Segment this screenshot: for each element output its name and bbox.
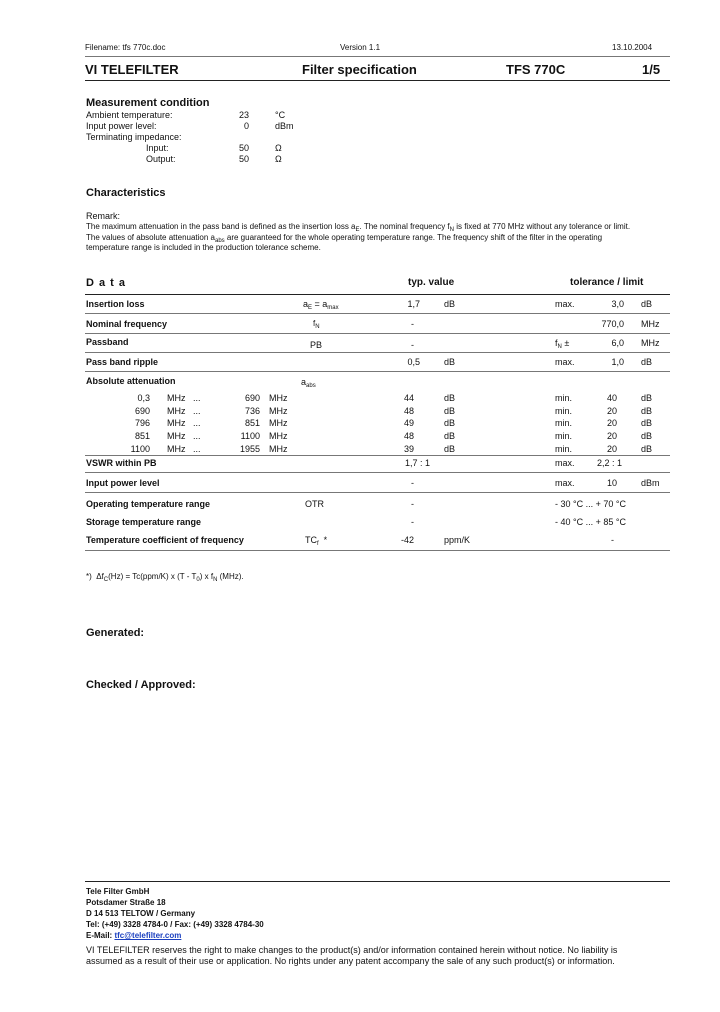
atten-symbol: $a_{abs}$ bbox=[301, 377, 316, 389]
power-value: 0 bbox=[243, 121, 249, 131]
output-label: Output: bbox=[146, 154, 176, 164]
footer-company: Tele Filter GmbH bbox=[86, 887, 150, 896]
atten-typ: 49 bbox=[403, 418, 414, 429]
atten-u2: MHz bbox=[269, 393, 288, 403]
row-lim-val: 10 bbox=[606, 478, 617, 488]
atten-lim-kind: min. bbox=[555, 393, 573, 403]
approved-label: Checked / Approved: bbox=[86, 679, 196, 691]
row-symbol: $TC_f$ * bbox=[305, 535, 328, 547]
row-rule bbox=[85, 492, 670, 493]
output-unit: Ω bbox=[275, 154, 282, 164]
row-lim-unit: dBm bbox=[641, 478, 660, 488]
row-lim-range: - 30 °C ... + 70 °C bbox=[555, 499, 626, 509]
row-symbol: OTR bbox=[305, 499, 324, 509]
remark-label: Remark: bbox=[86, 211, 121, 221]
row-lim-unit: MHz bbox=[641, 319, 660, 329]
footer-rule bbox=[85, 881, 670, 882]
row-lim-kind: max. bbox=[555, 458, 575, 468]
atten-u1: MHz bbox=[167, 443, 186, 454]
atten-typ-unit: dB bbox=[444, 431, 456, 442]
row-typ: - bbox=[411, 319, 414, 329]
remark-line-3: temperature range is included in the production tolerance scheme. bbox=[86, 243, 321, 252]
row-symbol: $a_E = a_{max}$ bbox=[303, 299, 339, 311]
row-lim-val: 770,0 bbox=[601, 319, 624, 329]
row-lim-range: - 40 °C ... + 85 °C bbox=[555, 517, 626, 527]
atten-dots: ... bbox=[193, 405, 201, 416]
row-lim-kind: max. bbox=[555, 478, 575, 488]
atten-u2: MHz bbox=[269, 431, 288, 442]
atten-lim-val: 20 bbox=[606, 443, 617, 454]
footnote: *) $\Delta f_C(Hz) = Tc(ppm/K)$ x $(T - T_0)$ x $f_N$ (MHz). bbox=[86, 572, 244, 583]
row-label: Temperature coefficient of frequency bbox=[86, 535, 244, 545]
atten-lim-kind: min. bbox=[555, 418, 573, 429]
atten-u2: MHz bbox=[269, 443, 288, 454]
characteristics-heading: Characteristics bbox=[86, 187, 166, 199]
row-typ: 1,7 : 1 bbox=[405, 458, 431, 468]
row-typ: -42 bbox=[400, 535, 414, 545]
row-lim-val: 1,0 bbox=[611, 357, 624, 367]
filename: Filename: tfs 770c.doc bbox=[85, 43, 166, 52]
remark-line-1: The maximum attenuation in the pass band is defined as the insertion loss $a_E$. The nominal frequency $f_N$ is fixed at 770 MHz without any tolerance or limit. bbox=[86, 222, 631, 233]
atten-f1: 851 bbox=[134, 431, 150, 442]
row-rule bbox=[85, 550, 670, 551]
atten-typ-unit: dB bbox=[444, 418, 456, 429]
measurement-heading: Measurement condition bbox=[86, 97, 210, 109]
row-lim-kind: max. bbox=[555, 357, 575, 367]
atten-f1: 796 bbox=[134, 418, 150, 429]
row-rule bbox=[85, 455, 670, 456]
row-typ: 0,5 bbox=[407, 357, 420, 367]
ambient-unit: °C bbox=[275, 110, 286, 120]
row-rule bbox=[85, 371, 670, 372]
atten-lim-val: 40 bbox=[606, 393, 617, 403]
row-rule bbox=[85, 352, 670, 353]
atten-lim-unit: dB bbox=[641, 443, 653, 454]
footer-street: Potsdamer Straße 18 bbox=[86, 898, 166, 907]
atten-f2: 1955 bbox=[239, 443, 260, 454]
atten-typ: 39 bbox=[403, 443, 414, 454]
atten-dots: ... bbox=[193, 443, 201, 454]
version: Version 1.1 bbox=[340, 43, 381, 52]
page-number: 1/5 bbox=[642, 62, 661, 77]
row-label: Insertion loss bbox=[86, 299, 145, 309]
row-label: VSWR within PB bbox=[86, 458, 157, 468]
row-typ: - bbox=[411, 499, 414, 509]
atten-lim-kind: min. bbox=[555, 431, 573, 442]
footer-email: E-Mail: tfc@telefilter.com bbox=[86, 931, 182, 940]
part-number: TFS 770C bbox=[506, 62, 566, 77]
atten-lim-kind: min. bbox=[555, 443, 573, 454]
row-typ-unit: dB bbox=[444, 299, 456, 309]
company-logo: VI TELEFILTER bbox=[85, 62, 179, 77]
atten-u1: MHz bbox=[167, 431, 186, 442]
header-rule-top bbox=[85, 56, 670, 57]
atten-typ-unit: dB bbox=[444, 405, 456, 416]
doc-title: Filter specification bbox=[302, 62, 417, 77]
atten-typ-unit: dB bbox=[444, 443, 456, 454]
row-lim-kind: max. bbox=[555, 299, 575, 309]
row-symbol: PB bbox=[310, 340, 323, 350]
atten-label: Absolute attenuation bbox=[86, 376, 176, 386]
row-lim-val: 6,0 bbox=[611, 338, 624, 348]
row-lim-unit: MHz bbox=[641, 338, 660, 348]
term-label: Terminating impedance: bbox=[86, 132, 182, 142]
atten-lim-kind: min. bbox=[555, 405, 573, 416]
row-rule bbox=[85, 333, 670, 334]
atten-u2: MHz bbox=[269, 405, 288, 416]
disclaimer-line-2: assumed as a result of their use or application. No rights under any patent accompany the sale of any such product(s) or information. bbox=[86, 956, 615, 966]
atten-f2: 690 bbox=[244, 393, 260, 403]
atten-lim-unit: dB bbox=[641, 418, 653, 429]
ambient-label: Ambient temperature: bbox=[86, 110, 173, 120]
atten-dots: ... bbox=[193, 431, 201, 442]
col-tol: tolerance / limit bbox=[570, 277, 644, 288]
date: 13.10.2004 bbox=[612, 43, 653, 52]
row-lim-unit: dB bbox=[641, 357, 653, 367]
atten-lim-val: 20 bbox=[606, 405, 617, 416]
power-unit: dBm bbox=[275, 121, 294, 131]
atten-dots: ... bbox=[193, 393, 201, 403]
ambient-value: 23 bbox=[238, 110, 249, 120]
row-lim-unit: dB bbox=[641, 299, 653, 309]
footer-phone: Tel: (+49) 3328 4784-0 / Fax: (+49) 3328 4784-30 bbox=[86, 920, 264, 929]
generated-label: Generated: bbox=[86, 627, 145, 639]
row-typ: 1,7 bbox=[407, 299, 420, 309]
col-typ: typ. value bbox=[408, 277, 455, 288]
atten-lim-unit: dB bbox=[641, 405, 653, 416]
row-lim-kind: $f_N$ ± bbox=[555, 338, 570, 350]
row-lim-val: 3,0 bbox=[611, 299, 624, 309]
row-typ-unit: dB bbox=[444, 357, 456, 367]
table-header-rule bbox=[85, 294, 670, 295]
row-typ-unit: ppm/K bbox=[444, 535, 471, 545]
atten-typ: 48 bbox=[403, 431, 414, 442]
row-typ: - bbox=[411, 340, 414, 350]
atten-u2: MHz bbox=[269, 418, 288, 429]
atten-typ: 44 bbox=[403, 393, 414, 403]
footer-city: D 14 513 TELTOW / Germany bbox=[86, 909, 196, 918]
atten-lim-unit: dB bbox=[641, 431, 653, 442]
row-label: Input power level bbox=[86, 478, 160, 488]
atten-lim-unit: dB bbox=[641, 393, 653, 403]
email-link[interactable]: tfc@telefilter.com bbox=[114, 931, 182, 940]
row-label: Storage temperature range bbox=[86, 517, 202, 527]
row-label: Pass band ripple bbox=[86, 357, 159, 367]
output-value: 50 bbox=[238, 154, 249, 164]
atten-f2: 851 bbox=[244, 418, 260, 429]
atten-lim-val: 20 bbox=[606, 431, 617, 442]
atten-typ-unit: dB bbox=[444, 393, 456, 403]
atten-dots: ... bbox=[193, 418, 201, 429]
header-rule-bottom bbox=[85, 80, 670, 81]
disclaimer-line-1: VI TELEFILTER reserves the right to make changes to the product(s) and/or information contained herein without notice. No liability is bbox=[86, 945, 618, 955]
power-label: Input power level: bbox=[86, 121, 157, 131]
row-symbol: $f_N$ bbox=[313, 319, 320, 330]
row-lim-range: - bbox=[611, 535, 614, 545]
atten-lim-val: 20 bbox=[606, 418, 617, 429]
atten-f1: 1100 bbox=[130, 443, 150, 454]
input-label: Input: bbox=[146, 143, 169, 153]
row-rule bbox=[85, 313, 670, 314]
atten-u1: MHz bbox=[167, 405, 186, 416]
input-value: 50 bbox=[238, 143, 249, 153]
input-unit: Ω bbox=[275, 143, 282, 153]
atten-f1: 0,3 bbox=[137, 393, 150, 403]
remark-line-2: The values of absolute attenuation $a_{abs}$ are guaranteed for the whole operating temperature range. The frequency shift of the filter in the operating bbox=[86, 233, 603, 244]
row-typ: - bbox=[411, 478, 414, 488]
col-data: D a t a bbox=[86, 277, 127, 289]
row-typ: - bbox=[411, 517, 414, 527]
row-lim-val: 2,2 : 1 bbox=[597, 458, 623, 468]
row-label: Passband bbox=[86, 337, 129, 347]
row-label: Nominal frequency bbox=[86, 319, 168, 329]
atten-f2: 1100 bbox=[240, 431, 260, 442]
atten-u1: MHz bbox=[167, 418, 186, 429]
atten-f2: 736 bbox=[244, 405, 260, 416]
atten-f1: 690 bbox=[134, 405, 150, 416]
row-label: Operating temperature range bbox=[86, 499, 211, 509]
atten-u1: MHz bbox=[167, 393, 186, 403]
row-rule bbox=[85, 472, 670, 473]
atten-typ: 48 bbox=[403, 405, 414, 416]
